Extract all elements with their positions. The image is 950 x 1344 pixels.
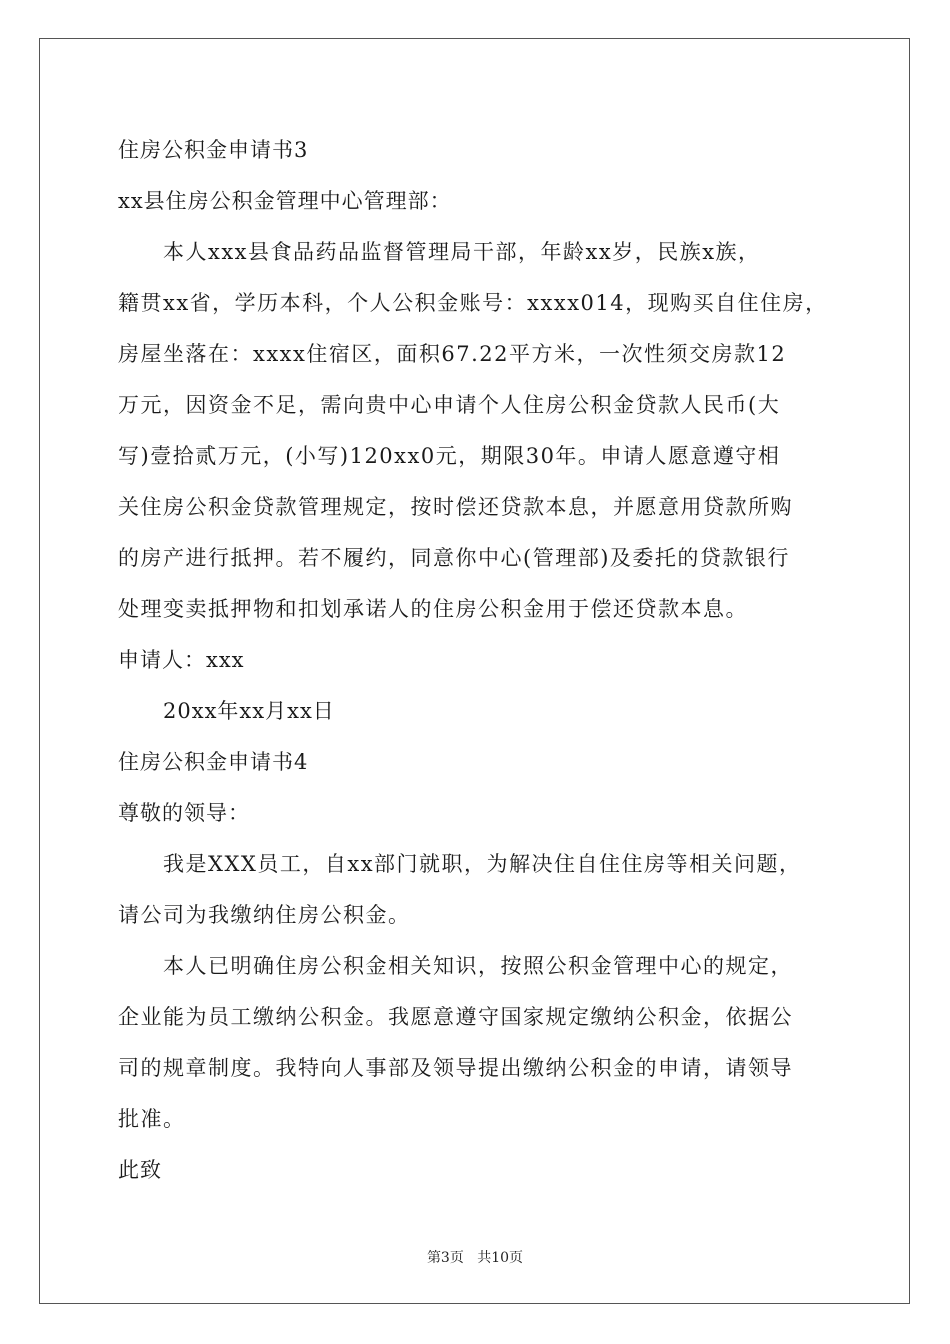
paragraph-line: 本人xxx县食品药品监督管理局干部，年龄xx岁，民族x族， <box>163 240 761 264</box>
paragraph-line: 我是XXX员工，自xx部门就职，为解决住自住住房等相关问题， <box>163 852 802 876</box>
paragraph-line: 司的规章制度。我特向人事部及领导提出缴纳公积金的申请，请领导 <box>118 1056 793 1080</box>
paragraph-line: 的房产进行抵押。若不履约，同意你中心(管理部)及委托的贷款银行 <box>118 546 790 570</box>
heading-application-4: 住房公积金申请书4 <box>118 750 309 774</box>
applicant-line: 申请人：xxx <box>118 648 245 672</box>
paragraph-line: 请公司为我缴纳住房公积金。 <box>118 903 411 927</box>
paragraph-line: 写)壹拾贰万元，(小写)120xx0元，期限30年。申请人愿意遵守相 <box>118 444 781 468</box>
date-line: 20xx年xx月xx日 <box>163 699 335 723</box>
closing-line: 此致 <box>118 1158 162 1182</box>
salutation-line: 尊敬的领导： <box>118 801 250 825</box>
paragraph-line: 企业能为员工缴纳公积金。我愿意遵守国家规定缴纳公积金，依据公 <box>118 1005 793 1029</box>
paragraph-line: 处理变卖抵押物和扣划承诺人的住房公积金用于偿还贷款本息。 <box>118 597 748 621</box>
paragraph-line: 房屋坐落在：xxxx住宿区，面积67.22平方米，一次性须交房款12 <box>118 342 787 366</box>
heading-application-3: 住房公积金申请书3 <box>118 138 309 162</box>
page-footer <box>0 1247 950 1267</box>
paragraph-line: 籍贯xx省，学历本科，个人公积金账号：xxxx014，现购买自住住房， <box>118 291 828 315</box>
paragraph-line: 批准。 <box>118 1107 186 1131</box>
paragraph-line: 关住房公积金贷款管理规定，按时偿还贷款本息，并愿意用贷款所购 <box>118 495 793 519</box>
page-total: 共10页 <box>477 1250 524 1266</box>
salutation-line: xx县住房公积金管理中心管理部： <box>118 189 452 213</box>
paragraph-line: 万元，因资金不足，需向贵中心申请个人住房公积金贷款人民币(大 <box>118 393 781 417</box>
paragraph-line: 本人已明确住房公积金相关知识，按照公积金管理中心的规定， <box>163 954 793 978</box>
document-body <box>118 125 863 1196</box>
page-number: 第3页 <box>426 1250 464 1266</box>
